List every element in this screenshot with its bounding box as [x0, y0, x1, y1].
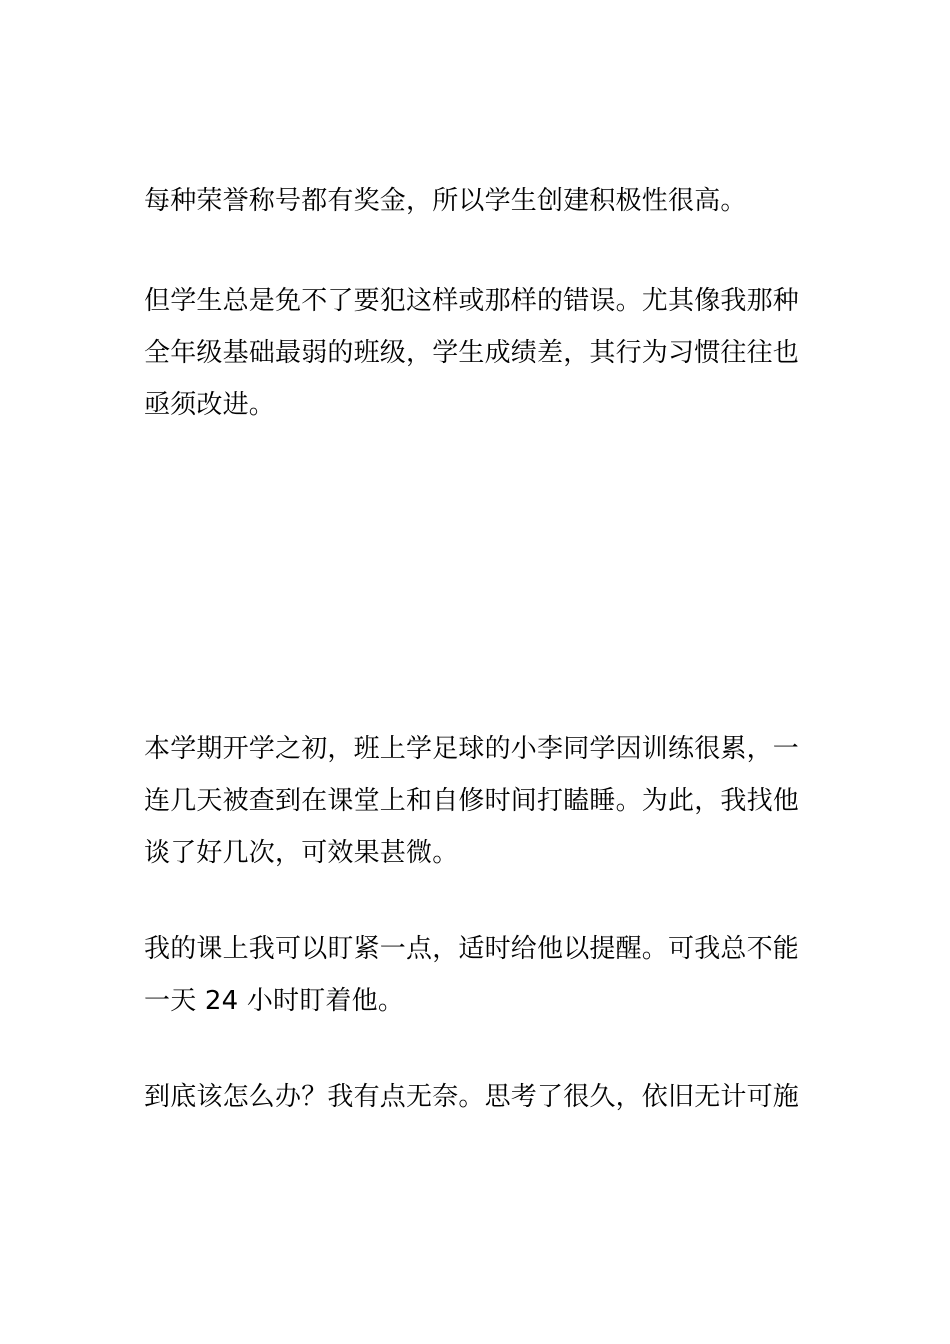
paragraph-4-line-1: 我的课上我可以盯紧一点，适时给他以提醒。可我总不能	[144, 934, 800, 964]
paragraph-1-line-1: 每种荣誉称号都有奖金，所以学生创建积极性很高。	[144, 186, 747, 216]
paragraph-3-line-2: 连几天被查到在课堂上和自修时间打瞌睡。为此，我找他	[144, 786, 800, 816]
paragraph-5-line-1: 到底该怎么办？我有点无奈。思考了很久，依旧无计可施	[144, 1082, 800, 1112]
paragraph-3-line-3: 谈了好几次，可效果甚微。	[144, 838, 459, 868]
paragraph-3-line-1: 本学期开学之初，班上学足球的小李同学因训练很累，一	[144, 734, 800, 764]
paragraph-4-line-2: 一天 24 小时盯着他。	[144, 986, 405, 1016]
paragraph-2-line-3: 亟须改进。	[144, 390, 276, 420]
paragraph-2-line-2: 全年级基础最弱的班级，学生成绩差，其行为习惯往往也	[144, 338, 800, 368]
paragraph-2-line-1: 但学生总是免不了要犯这样或那样的错误。尤其像我那种	[144, 286, 800, 316]
